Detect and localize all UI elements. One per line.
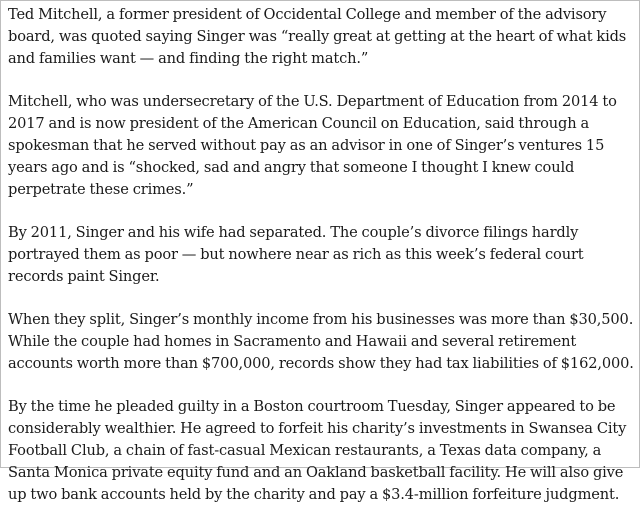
paragraph-mitchell-quote: Ted Mitchell, a former president of Occidental College and member of the advisory board, was quoted saying Singer was “really great at getting at the heart of what kids and families want — and finding the right match.” bbox=[8, 6, 627, 67]
paragraph-finances: When they split, Singer’s monthly income from his businesses was more than $30,500. While the couple had homes in Sacramento and Hawaii and several retirement accounts worth more than $700,000, records show they had tax liabilities of $162,000. bbox=[8, 311, 634, 372]
article-body bbox=[8, 4, 634, 506]
paragraph-divorce: By 2011, Singer and his wife had separated. The couple’s divorce filings hardly portrayed them as poor — but nowhere near as rich as this week’s federal court records paint Singer. bbox=[8, 224, 584, 285]
paragraph-forfeiture: By the time he pleaded guilty in a Boston courtroom Tuesday, Singer appeared to be considerably wealthier. He agreed to forfeit his charity’s investments in Swansea City Football Club, a chain of fast-casual Mexican restaurants, a Texas data company, a Santa Monica private equity fund and an Oakland basketball facility. He will also give up two bank accounts held by the charity and pay a $3.4-million forfeiture judgment. bbox=[8, 398, 627, 503]
paragraph-mitchell-statement: Mitchell, who was undersecretary of the U.S. Department of Education from 2014 to 2017 and is now president of the American Council on Education, said through a spokesman that he served without pay as an advisor in one of Singer’s ventures 15 years ago and is “shocked, sad and angry that someone I thought I knew could perpetrate these crimes.” bbox=[8, 93, 617, 198]
